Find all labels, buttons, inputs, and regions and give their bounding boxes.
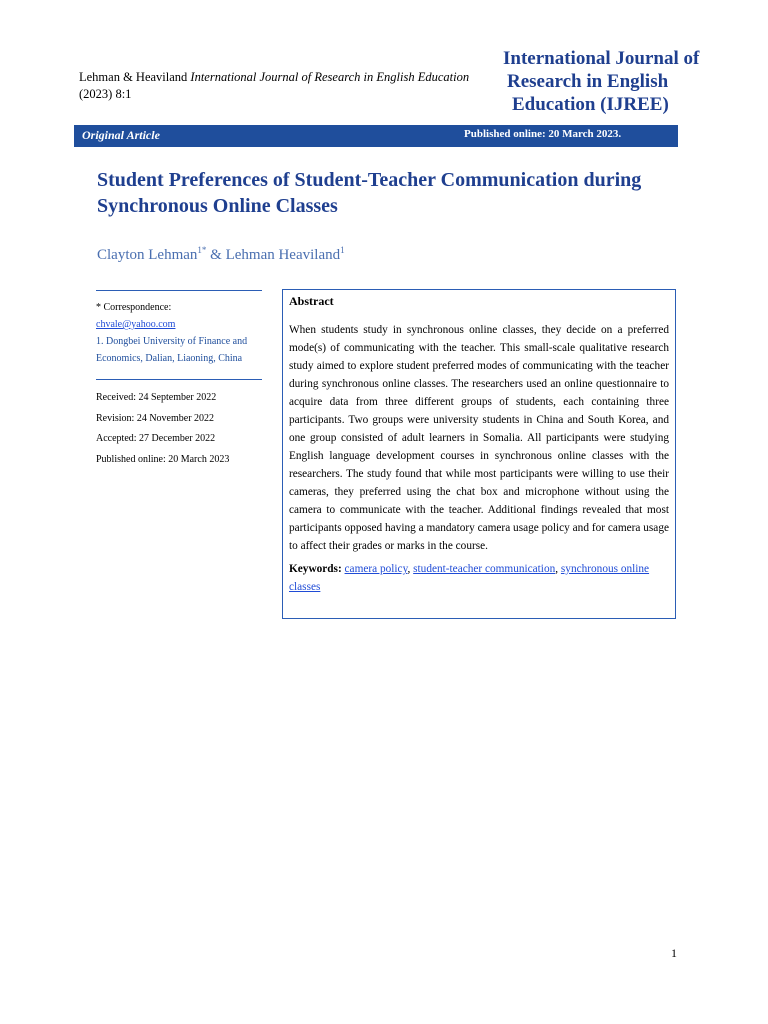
author-affiliation: 1. Dongbei University of Finance and Economics, Dalian, Liaoning, China [96,336,248,364]
author-name: Lehman Heaviland [225,247,341,263]
keyword-link[interactable]: student-teacher communication [413,563,556,575]
accepted-date: Accepted: 27 December 2022 [96,433,216,444]
journal-title [503,47,703,116]
author-list [97,245,345,264]
abstract-heading: Abstract [289,294,334,308]
article-dates [96,388,266,470]
journal-title-line: International Journal of [503,48,700,69]
keyword-link[interactable]: synchronous online classes [289,563,650,593]
divider [96,290,262,291]
author-name: Clayton Lehman [97,247,198,263]
paper-title-line: Student Preferences of Student-Teacher Communication during [97,169,642,191]
page-number: 1 [671,946,677,960]
divider [96,379,262,380]
correspondence-email-link[interactable]: chvale@yahoo.com [96,319,176,330]
keyword-link[interactable]: camera policy [344,563,408,575]
journal-title-line: Research in English [507,71,669,92]
article-sidebar [96,290,266,470]
header-citation [79,69,479,103]
paper-title [97,167,677,219]
citation-authors: Lehman & Heaviland [79,70,188,84]
author-affiliation-mark: 1 [340,245,345,255]
citation-journal: International Journal of Research in English Education [190,70,470,84]
revision-date: Revision: 24 November 2022 [96,412,215,424]
article-banner [74,125,678,147]
keywords: Keywords: camera policy, student-teacher communication, synchronous online classes [289,563,650,593]
citation-issue: (2023) 8:1 [79,87,132,101]
abstract-box [282,289,676,619]
journal-title-line: Education (IJREE) [512,94,669,115]
article-type: Original Article [82,128,160,142]
published-date: Published online: 20 March 2023 [96,453,230,465]
received-date: Received: 24 September 2022 [96,392,217,403]
published-date-banner: Published online: 20 March 2023. [464,128,622,140]
author-separator: & [206,247,226,263]
correspondence-label: * Correspondence: [96,302,172,313]
abstract-text: When students study in synchronous online classes, they decide on a preferred mode(s) of communicating with the teacher. This small-scale qualitative research study aimed to explore student preferred modes of communicating with the teacher during synchronous online classes. The researchers used an online questionnaire to acquire data from three different groups of students, each containing three participants. Two groups were university students in China and South Korea, and one group consisted of adult learners in Somalia. All participants were studying English language development courses in synchronous online classes with the researchers. The study found that while most participants were willing to use their cameras, they preferred using the chat box and microphone without using the camera to communicate with the teacher. Additional findings revealed that most participants opposed having a mandatory camera usage policy and for camera usage to affect their grades or marks in the course. [289,324,669,552]
keywords-label: Keywords: [289,563,342,575]
paper-title-line: Synchronous Online Classes [97,195,338,217]
author-affiliation-mark: 1* [197,245,207,255]
